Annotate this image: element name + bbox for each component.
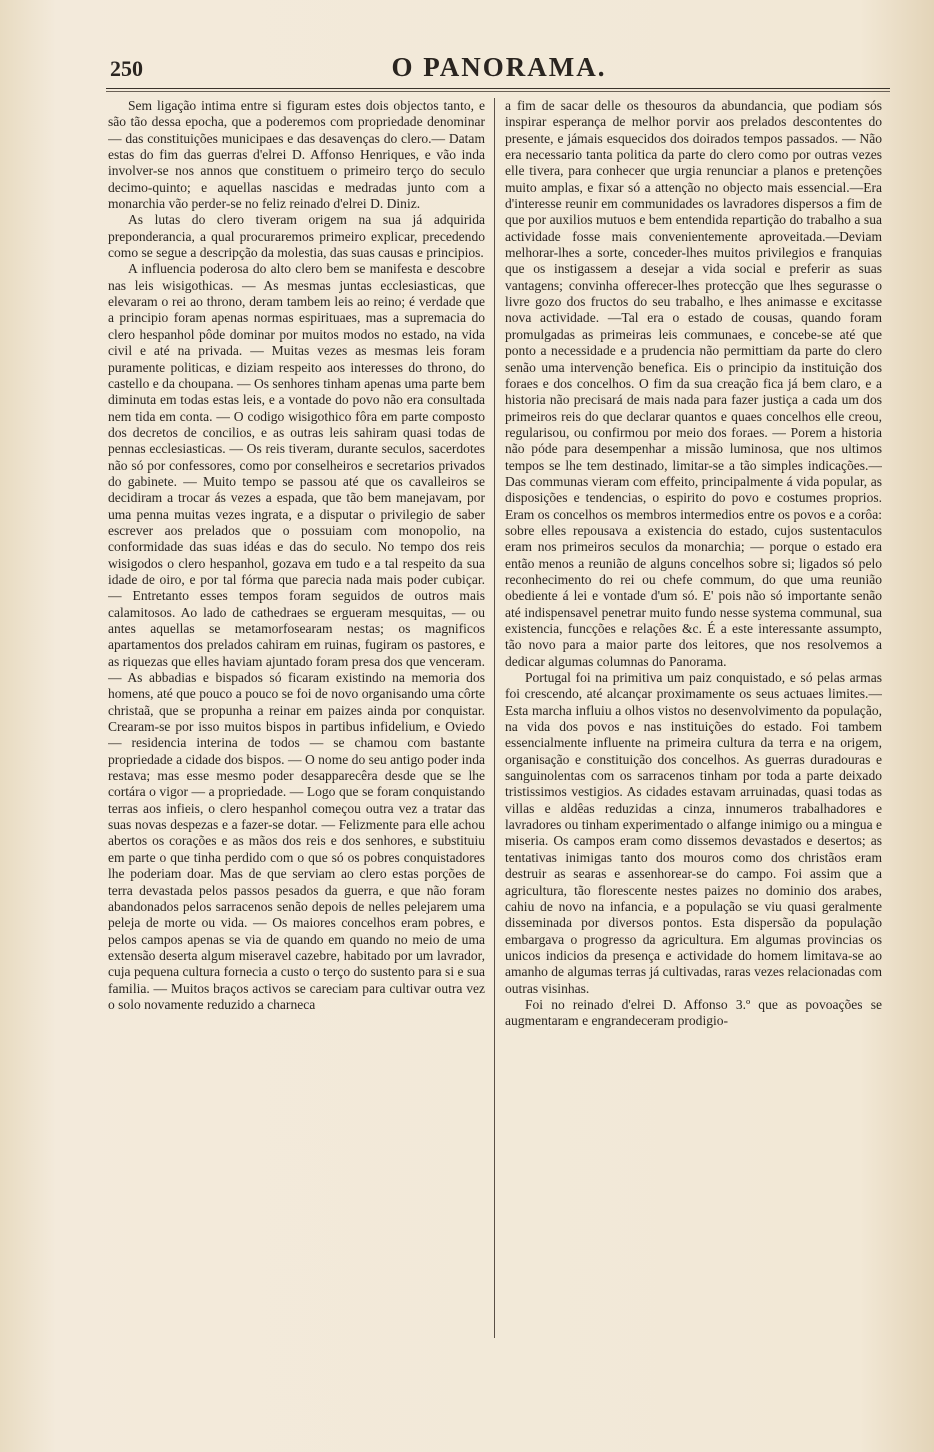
article-columns [108,98,890,1338]
header-rule [106,88,890,89]
paragraph: a fim de sacar delle os thesouros da abundancia, que podiam sós inspirar esperança de melhor porvir aos prelados descontentes do presente, e jámais esquecidos dos doirados tempos passados. — Não era necessario tanta politica da parte do clero como por outras vezes elle tivera, para conhecer que urgia renunciar a planos e pretenções muito amplas, e fixar só a attenção no objecto mais essencial.—Era d'interesse reunir em communidades os lavradores dispersos a fim de que por auxilios mutuos e bem entendida repartição do trabalho a sua actividade fosse mais convenientemente aproveitada.—Deviam melhorar-lhes a sorte, conceder-lhes muitos privilegios e franquias que os instigassem a desejar a vida social e preferir as suas vantagens; convinha offerecer-lhes protecção que lhes segurasse o livre gozo dos fructos do seu trabalho, e lhes animasse e excitasse nova actividade. —Tal era o estado de cousas, quando foram promulgadas as primeiras leis communaes, e concebe-se até que ponto a necessidade e a prudencia não permittiam da parte do clero senão uma intervenção benefica. Eis o principio da instituição dos foraes e dos concelhos. O fim da sua creação fica já bem claro, e a historia não precisará de mais nada para fazer justiça a cada um dos primeiros reis do que declarar quantos e quaes concelhos elle creou, regularisou, ou confirmou por meio dos foraes. — Porem a historia não póde para desempenhar a missão luminosa, que nos ultimos tempos se lhe tem destinado, limitar-se a tão simples indicações.— Das communas vieram com effeito, principalmente á vida popular, as disposições e tendencias, o espirito do povo e costumes proprios. Eram os concelhos os membros intermedios entre os povos e a corôa: sobre elles repousava a existencia do estado, cujos sustentaculos eram nos primeiros seculos da monarchia; — porque o estado era então menos a reunião de alguns concelhos sobre si; ligados só pelo reconhecimento do rei ou chefe commum, do que uma reunião obediente á lei e vontade d'um só. E' pois não só importante senão até indispensavel penetrar muito fundo nesse systema communal, sua existencia, funcções e relações &c. É a este interessante assumpto, tão novo para a maior parte dos leitores, que nos resolvemos a dedicar algumas columnas do Panorama. [505,98,882,669]
right-column [505,98,882,1338]
left-column [108,98,485,1338]
page-number: 250 [110,56,143,81]
paragraph: Portugal foi na primitiva um paiz conquistado, e só pelas armas foi crescendo, até alcançar proximamente os seus actuaes limites.—Esta marcha influiu a olhos vistos no desenvolvimento da população, na vida dos povos e nas instituições do estado. Foi tambem essencialmente influente na primeira cultura da terra e na origem, organisação e constituição dos concelhos. As guerras duradouras e sanguinolentas com os sarracenos tinham por toda a parte deixado tristissimos vestigios. As cidades estavam arruinadas, quasi todas as villas e aldêas reduzidas a cinza, innumeros trabalhadores e lavradores ou tinham experimentado o alfange inimigo ou a mingua e miseria. Os campos eram como dissemos devastados e desertos; as tentativas inimigas tanto dos mouros como dos christãos eram destruir as searas e assenhorear-se do campo. Foi assim que a agricultura, tão florescente nestes paizes no dominio dos arabes, cahiu de novo na infancia, e a população se viu quasi geralmente disseminada por diversos pontos. Esta dispersão da população embargava o progresso da agricultura. Em algumas provincias os unicos indicios da presença e actividade do homem limitava-se ao amanho de algumas terras já cultivadas, raras vezes relacionadas com outras visinhas. [505,670,882,996]
paragraph: Sem ligação intima entre si figuram estes dois objectos tanto, e são tão dessa epocha, que a poderemos com propriedade denominar — das constituições municipaes e das desavenças do clero.— Datam estas do fim das guerras d'elrei D. Affonso Henriques, e vão inda involver-se nos annos que constituem o primeiro terço do seculo decimo-quinto; e aquellas nascidas e medradas junto com a monarchia vão perder-se no feliz reinado d'elrei D. Diniz. [108,98,485,212]
column-divider [494,98,495,1338]
paragraph: Foi no reinado d'elrei D. Affonso 3.º que as povoações se augmentaram e engrandeceram prodigio- [505,996,882,1029]
header-rule-secondary [106,91,890,92]
paragraph: As lutas do clero tiveram origem na sua já adquirida preponderancia, a qual procuraremos primeiro explicar, precedendo como se segue a descripção da molestia, das suas causas e principios. [108,212,485,261]
page-header [110,52,888,88]
journal-title: O PANORAMA. [391,52,607,82]
paragraph: A influencia poderosa do alto clero bem se manifesta e descobre nas leis wisigothicas. — As mesmas juntas ecclesiasticas, que elevaram o rei ao throno, deram tambem leis ao reino; é verdade que a principio foram apenas normas espirituaes, mas a supremacia do clero hespanhol pôde dominar por muitos modos no estado, na vida civil e até na privada. — Muitas vezes as mesmas leis foram puramente politicas, e diziam respeito aos interesses do throno, do castello e da choupana. — Os senhores tinham apenas uma parte bem diminuta em todas estas leis, e a vontade do povo não era consultada nem tida em conta. — O codigo wisigothico fôra em parte composto dos decretos de concilios, e as outras leis sahiram quasi todas de pennas ecclesiasticas. — Os reis tiveram, durante seculos, sacerdotes não só por confessores, como por conselheiros e secretarios privados do gabinete. — Muito tempo se passou até que os cavalleiros se decidiram a trocar ás vezes a espada, que tão bem manejavam, por uma penna muitas vezes ingrata, e a disputar o privilegio de saber escrever aos prelados que o possuiam com monopolio, na conformidade das suas idéas e das do seculo. No tempo dos reis wisigodos o clero hespanhol, gozava em tudo e a tal respeito da sua idade de oiro, e por tal fórma que parecia nada mais poder cubiçar. — Entretanto esses tempos foram seguidos de outros mais calamitosos. Ao lado de cathedraes se ergueram mesquitas, — ou antes aquellas se metamorfosearam nestas; os magnificos apartamentos dos prelados cahiram em ruinas, fugiram os pastores, e as riquezas que elles haviam ajuntado foram presa dos que venceram. — As abbadias e bispados só ficaram existindo na memoria dos homens, até que pouco a pouco se foi de novo organisando uma côrte christaã, que se propunha a reinar em paizes ainda por conquistar. Crearam-se por isso muitos bispos in partibus infidelium, e Oviedo — residencia interina de todos — se chamou com bastante propriedade a cidade dos bispos. — O nome do seu antigo poder inda restava; mas esse mesmo poder desapparecêra desde que se lhe cortára o vigor — a propriedade. — Logo que se foram conquistando terras aos infieis, o clero hespanhol começou outra vez a tratar das suas novas despezas e a fazer-se dotar. — Felizmente para elle achou abertos os corações e as mãos dos reis e dos senhores, e substituiu em parte o que tinha perdido com o que só os pobres conquistadores lhe poderiam doar. Mas de que serviam ao clero estas porções de terra devastada pelos passos pesados da guerra, e que não foram abandonados pelos sarracenos senão depois de nelles pelejarem uma peleja de morte ou vida. — Os maiores concelhos eram pobres, e pelos campos apenas se via de quando em quando no meio de uma extensão deserta algum miseravel cazebre, habitado por um lavrador, cuja pequena cultura fornecia a custo o terço do sustento para si e sua familia. — Muitos braços activos se careciam para cultivar outra vez o solo novamente reduzido a charneca [108,261,485,1012]
